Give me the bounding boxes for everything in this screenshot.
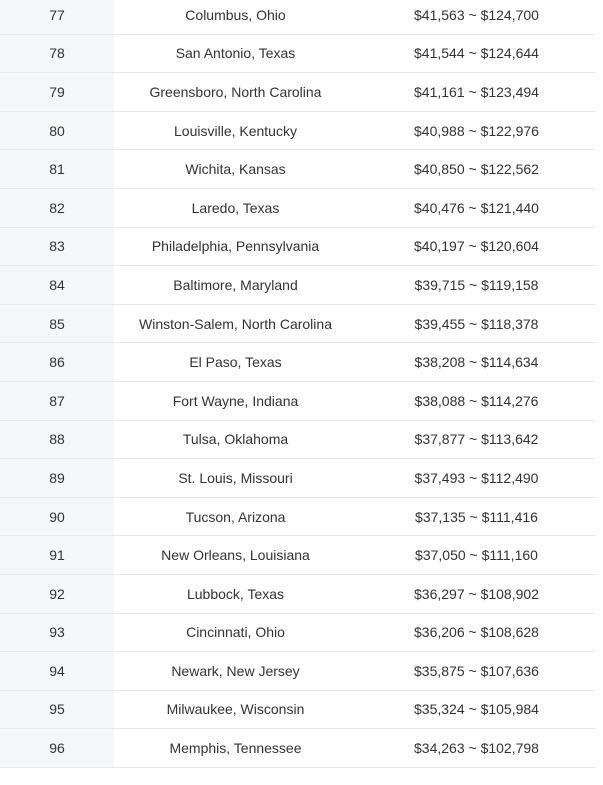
rank-cell: 93 (0, 614, 114, 652)
rank-cell: 90 (0, 498, 114, 536)
city-cell: New Orleans, Louisiana (161, 547, 310, 564)
salary-range-cell: $40,850 ~ $122,562 (414, 161, 539, 178)
rank-cell: 78 (0, 35, 114, 73)
salary-range-cell: $38,088 ~ $114,276 (414, 392, 539, 409)
table-row (0, 614, 596, 653)
table-row (0, 575, 596, 614)
salary-range-cell: $37,050 ~ $111,160 (415, 547, 538, 564)
rank-cell: 79 (0, 73, 114, 111)
rank-cell: 86 (0, 343, 114, 381)
city-cell: Winston-Salem, North Carolina (139, 315, 332, 332)
table-row (0, 536, 596, 575)
salary-range-cell: $40,988 ~ $122,976 (414, 122, 539, 139)
table-row (0, 228, 596, 267)
table-row (0, 112, 596, 151)
rank-cell: 83 (0, 228, 114, 266)
table-row (0, 498, 596, 537)
city-cell: Newark, New Jersey (171, 662, 300, 679)
city-cell: Memphis, Tennessee (169, 740, 302, 757)
salary-range-cell: $37,877 ~ $113,642 (414, 431, 539, 448)
city-cell: El Paso, Texas (189, 354, 282, 371)
rank-cell: 94 (0, 652, 114, 690)
table-row (0, 0, 596, 35)
city-cell: Laredo, Texas (191, 199, 280, 216)
city-cell: Lubbock, Texas (186, 585, 285, 602)
salary-range-cell: $41,161 ~ $123,494 (414, 83, 539, 100)
table-row (0, 421, 596, 460)
rank-cell: 85 (0, 305, 114, 343)
city-cell: St. Louis, Missouri (178, 469, 293, 486)
city-cell: Tulsa, Oklahoma (182, 431, 289, 448)
table-row (0, 343, 596, 382)
rank-cell: 80 (0, 112, 114, 150)
city-cell: San Antonio, Texas (175, 45, 296, 62)
city-cell: Fort Wayne, Indiana (172, 392, 299, 409)
city-cell: Wichita, Kansas (185, 161, 286, 178)
rank-cell: 87 (0, 382, 114, 420)
rank-cell: 89 (0, 459, 114, 497)
salary-range-cell: $35,875 ~ $107,636 (414, 662, 539, 679)
salary-range-cell: $37,135 ~ $111,416 (415, 508, 538, 525)
city-cell: Baltimore, Maryland (173, 276, 298, 293)
salary-range-cell: $36,206 ~ $108,628 (414, 624, 539, 641)
rank-cell: 84 (0, 266, 114, 304)
salary-range-cell: $38,208 ~ $114,634 (414, 354, 539, 371)
city-cell: Tucson, Arizona (185, 508, 286, 525)
table-row (0, 691, 596, 730)
table-row (0, 652, 596, 691)
salary-range-cell: $41,563 ~ $124,700 (414, 6, 539, 23)
city-cell: Philadelphia, Pennsylvania (151, 238, 320, 255)
rank-cell: 82 (0, 189, 114, 227)
salary-range-cell: $36,297 ~ $108,902 (414, 585, 539, 602)
city-cell: Cincinnati, Ohio (186, 624, 285, 641)
rank-cell: 96 (0, 729, 114, 767)
salary-range-cell: $35,324 ~ $105,984 (414, 701, 539, 718)
city-cell: Greensboro, North Carolina (149, 83, 322, 100)
table-row (0, 73, 596, 112)
rank-cell: 88 (0, 421, 114, 459)
table-row (0, 35, 596, 74)
city-cell: Louisville, Kentucky (174, 122, 297, 139)
table-row (0, 150, 596, 189)
salary-range-cell: $40,476 ~ $121,440 (414, 199, 539, 216)
rank-cell: 91 (0, 536, 114, 574)
salary-range-cell: $34,263 ~ $102,798 (414, 740, 539, 757)
salary-range-cell: $39,455 ~ $118,378 (414, 315, 539, 332)
rank-cell: 95 (0, 691, 114, 729)
table-row (0, 189, 596, 228)
table-row (0, 459, 596, 498)
table-row (0, 729, 596, 768)
rank-cell: 81 (0, 150, 114, 188)
table-row (0, 266, 596, 305)
table-row (0, 382, 596, 421)
rank-cell: 77 (0, 0, 114, 34)
city-cell: Milwaukee, Wisconsin (166, 701, 305, 718)
table-row (0, 305, 596, 344)
city-cell: Columbus, Ohio (185, 6, 286, 23)
salary-range-cell: $39,715 ~ $119,158 (414, 276, 539, 293)
salary-range-cell: $40,197 ~ $120,604 (414, 238, 539, 255)
rank-cell: 92 (0, 575, 114, 613)
salary-range-cell: $37,493 ~ $112,490 (414, 469, 539, 486)
salary-range-cell: $41,544 ~ $124,644 (414, 45, 539, 62)
